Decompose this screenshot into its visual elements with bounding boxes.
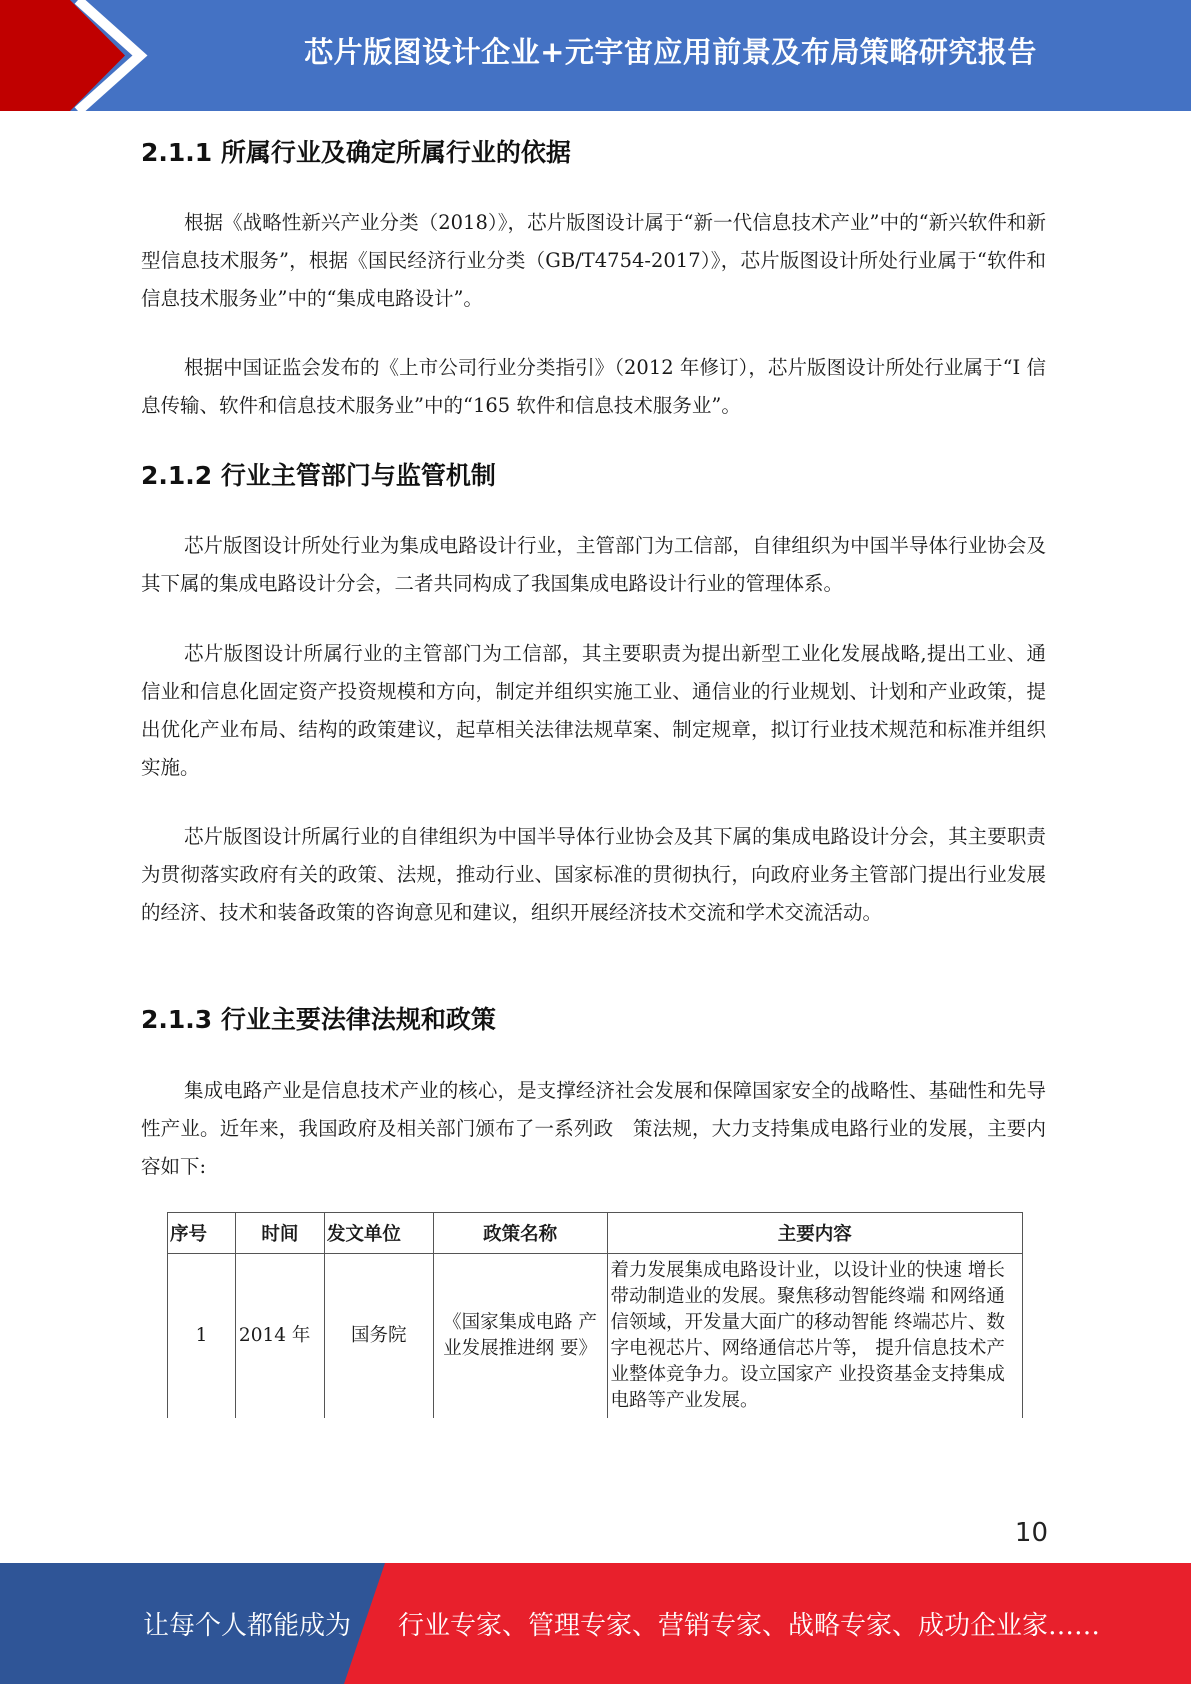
paragraph: 集成电路产业是信息技术产业的核心，是支撑经济社会发展和保障国家安全的战略性、基础性和先导性产业。近年来，我国政府及相关部门颁布了一系列政 策法规，大力支持集成电路行业的发展，主要内容如下: [141, 1079, 1046, 1178]
cell-time: 2014 年 [235, 1254, 324, 1419]
paragraph: 根据中国证监会发布的《上市公司行业分类指引》（2012 年修订），芯片版图设计所处行业属于“I 信息传输、软件和信息技术服务业”中的“165 软件和信息技术服务业”。 [141, 356, 1046, 417]
table-row [168, 1254, 1023, 1419]
report-title: 芯片版图设计企业+元宇宙应用前景及布局策略研究报告 [304, 35, 1037, 69]
paragraph: 芯片版图设计所属行业的主管部门为工信部，其主要职责为提出新型工业化发展战略,提出工业、通信业和信息化固定资产投资规模和方向，制定并组织实施工业、通信业的行业规划、计划和产业政策，提出优化产业布局、结构的政策建议，起草相关法律法规草案、制定规章，拟订行业技术规范和标准并组织实施。 [141, 642, 1046, 779]
paragraph: 根据《战略性新兴产业分类（2018）》，芯片版图设计属于“新一代信息技术产业”中的“新兴软件和新型信息技术服务”，根据《国民经济行业分类（GB/T4754-2017）》，芯片版图设计所处行业属于“软件和信息技术服务业”中的“集成电路设计”。 [141, 211, 1046, 310]
section-heading: 2.1.3 行业主要法律法规和政策 [141, 1005, 496, 1034]
cell-content: 着力发展集成电路设计业，以设计业的快速 增长带动制造业的发展。聚焦移动智能终端 和网络通信领域，开发量大面广的移动智能 终端芯片、数字电视芯片、网络通信芯片等， 提升信息技术产业整体竞争力。设立国家产 业投资基金支持集成电路等产业发展。 [607, 1254, 1022, 1419]
policy-table [167, 1212, 1023, 1418]
cell-issuer: 国务院 [324, 1254, 433, 1419]
page-number: 10 [1014, 1518, 1048, 1548]
paragraph: 芯片版图设计所处行业为集成电路设计行业，主管部门为工信部，自律组织为中国半导体行业协会及其下属的集成电路设计分会，二者共同构成了我国集成电路设计行业的管理体系。 [141, 534, 1046, 595]
cell-no: 1 [168, 1254, 236, 1419]
col-header-policy: 政策名称 [433, 1213, 607, 1254]
col-header-content: 主要内容 [607, 1213, 1022, 1254]
col-header-no: 序号 [168, 1213, 236, 1254]
paragraph: 芯片版图设计所属行业的自律组织为中国半导体行业协会及其下属的集成电路设计分会，其主要职责为贯彻落实政府有关的政策、法规，推动行业、国家标准的贯彻执行，向政府业务主管部门提出行业发展的经济、技术和装备政策的咨询意见和建议，组织开展经济技术交流和学术交流活动。 [141, 825, 1046, 924]
section-heading: 2.1.2 行业主管部门与监管机制 [141, 461, 496, 490]
col-header-time: 时间 [235, 1213, 324, 1254]
footer-slogan-right: 行业专家、管理专家、营销专家、战略专家、成功企业家…… [398, 1611, 1101, 1641]
footer-slogan-left: 让每个人都能成为 [143, 1611, 352, 1641]
page-header [0, 0, 1191, 111]
section-heading: 2.1.1 所属行业及确定所属行业的依据 [141, 138, 571, 167]
cell-policy: 《国家集成电路 产业发展推进纲 要》 [433, 1254, 607, 1419]
page-footer [0, 1563, 1191, 1684]
table-header-row [168, 1213, 1023, 1254]
col-header-issuer: 发文单位 [324, 1213, 433, 1254]
header-chevron-icon [0, 0, 160, 111]
